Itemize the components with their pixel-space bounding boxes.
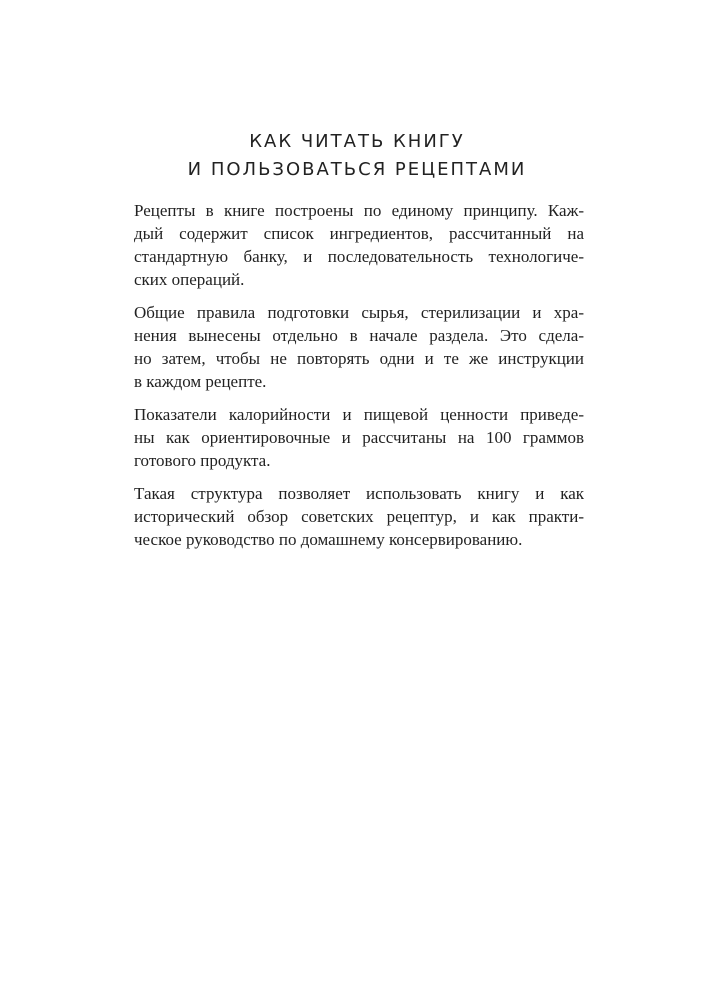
paragraph-line: Такая структура позволяет использовать книгу и как xyxy=(134,484,584,503)
paragraph-line: Показатели калорийности и пищевой ценности приведе- xyxy=(134,405,584,424)
paragraph-line: ских операций. xyxy=(134,270,245,289)
paragraph-1 xyxy=(134,199,584,291)
paragraph-2 xyxy=(134,301,584,393)
paragraph-line: стандартную банку, и последовательность технологиче- xyxy=(134,247,584,266)
paragraph-line: ны как ориентировочные и рассчитаны на 100 граммов xyxy=(134,428,584,447)
paragraph-line: Общие правила подготовки сырья, стерилизации и хра- xyxy=(134,303,584,322)
heading-line-2: И ПОЛЬЗОВАТЬСЯ РЕЦЕПТАМИ xyxy=(187,159,527,180)
paragraph-line: ческое руководство по домашнему консервированию. xyxy=(134,530,523,549)
paragraph-line: в каждом рецепте. xyxy=(134,372,267,391)
body-text xyxy=(134,199,584,561)
paragraph-line: дый содержит список ингредиентов, рассчитанный на xyxy=(134,224,584,243)
heading-line-1: КАК ЧИТАТЬ КНИГУ xyxy=(249,131,465,152)
section-heading xyxy=(0,128,714,184)
paragraph-line: нения вынесены отдельно в начале раздела. Это сдела- xyxy=(134,326,584,345)
paragraph-line: исторический обзор советских рецептур, и как практи- xyxy=(134,507,584,526)
paragraph-line: но затем, чтобы не повторять одни и те же инструкции xyxy=(134,349,584,368)
paragraph-line: Рецепты в книге построены по единому принципу. Каж- xyxy=(134,201,584,220)
paragraph-line: готового продукта. xyxy=(134,451,271,470)
paragraph-4 xyxy=(134,482,584,551)
paragraph-3 xyxy=(134,403,584,472)
